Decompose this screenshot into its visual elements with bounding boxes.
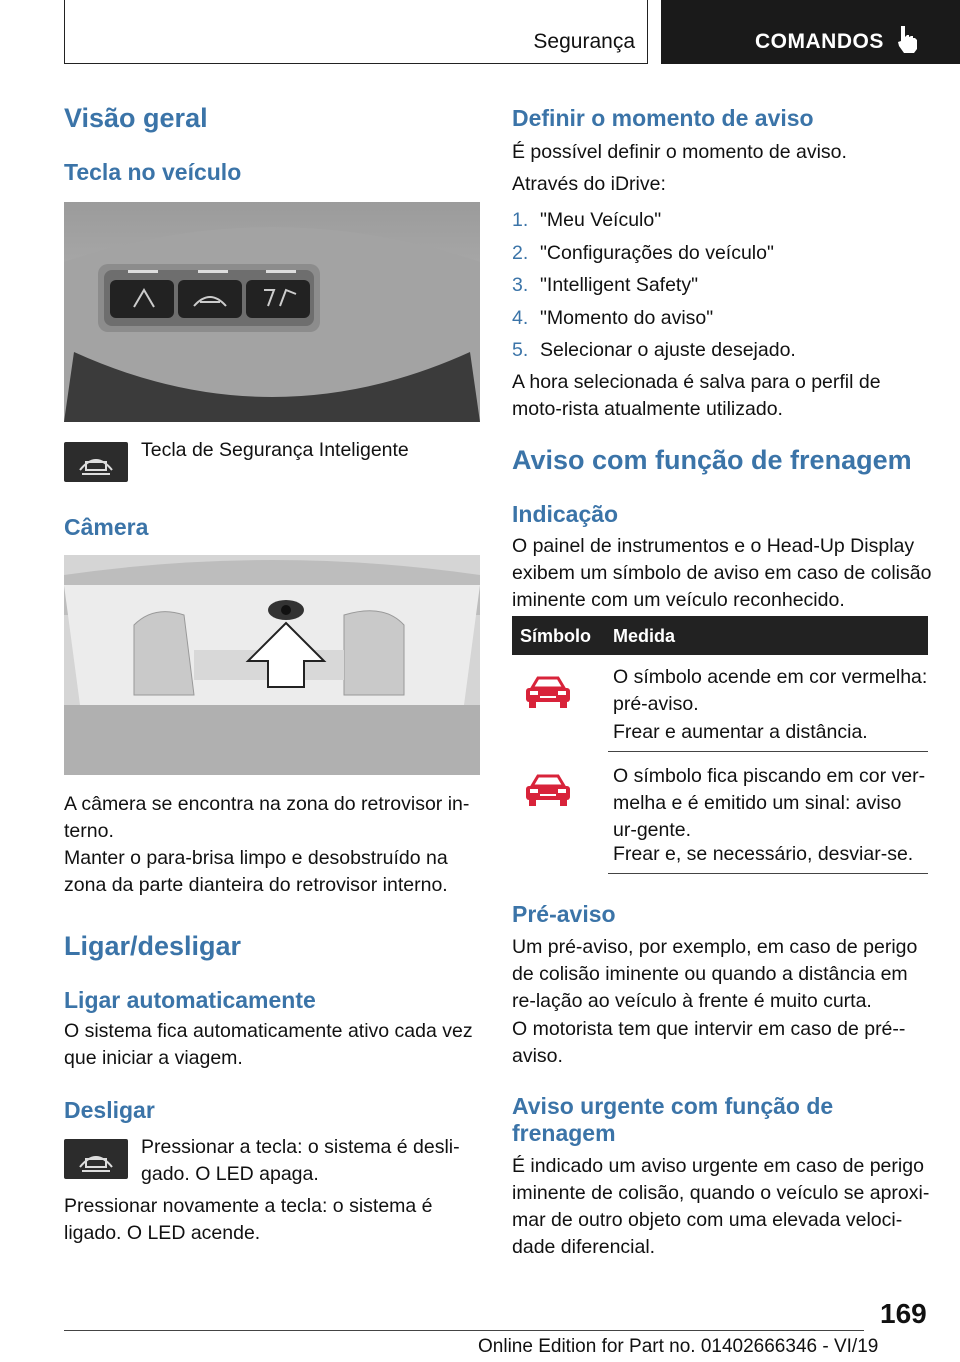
prewarning-paragraph-1: Um pré-aviso, por exemplo, em caso de perigo de colisão iminente ou quando a distância em re-lação ao veículo à frente é muito curta. bbox=[512, 936, 918, 1012]
step-number: 4. bbox=[512, 306, 529, 329]
button-panel-photo bbox=[64, 202, 480, 422]
heading-on-off: Ligar/desligar bbox=[64, 931, 242, 961]
heading-warning-time: Definir o momento de aviso bbox=[512, 105, 814, 131]
step-item bbox=[512, 337, 928, 370]
timing-paragraph-1: É possível definir o momento de aviso. bbox=[512, 141, 847, 163]
table-row-1-text-2: Frear e aumentar a distância. bbox=[613, 721, 868, 743]
camera-paragraph-2: Manter o para-brisa limpo e desobstruído na zona da parte dianteira do retrovisor interno. bbox=[64, 847, 448, 896]
step-item bbox=[512, 240, 928, 273]
hand-pointer-icon bbox=[895, 24, 921, 54]
heading-urgent-warning: Aviso urgente com função de frenagem bbox=[512, 1093, 834, 1146]
header-section-box bbox=[64, 0, 648, 64]
heading-button-in-vehicle: Tecla no veículo bbox=[64, 159, 242, 185]
header-section-title: Segurança bbox=[533, 30, 635, 53]
table-row-1-text-1: O símbolo acende em cor vermelha: pré-aviso. bbox=[613, 666, 928, 715]
table-row-2-text-2: Frear e, se necessário, desviar-se. bbox=[613, 843, 914, 865]
table-row-2-text-1: O símbolo fica piscando em cor ver-melha e é emitido um sinal: aviso ur-gente. bbox=[613, 765, 926, 841]
page-number: 169 bbox=[880, 1298, 927, 1329]
header-chapter-tab bbox=[661, 0, 960, 64]
step-text: "Intelligent Safety" bbox=[540, 274, 699, 296]
col-symbol-header: Símbolo bbox=[520, 626, 591, 646]
indication-paragraph: O painel de instrumentos e o Head-Up Display exibem um símbolo de aviso em caso de colisão iminente com um veículo reconhecido. bbox=[512, 535, 932, 611]
footer-divider bbox=[64, 1330, 864, 1331]
step-text: "Meu Veículo" bbox=[540, 209, 662, 231]
step-item bbox=[512, 207, 928, 240]
step-number: 5. bbox=[512, 339, 529, 361]
prewarning-paragraph-2: O motorista tem que intervir em caso de pré--aviso. bbox=[512, 1018, 906, 1067]
off-caption: Pressionar a tecla: o sistema é desli-gado. O LED apaga. bbox=[141, 1136, 460, 1185]
heading-overview: Visão geral bbox=[64, 103, 208, 133]
heading-auto-on: Ligar automaticamente bbox=[64, 987, 316, 1013]
table-row-divider bbox=[608, 873, 928, 874]
camera-photo bbox=[64, 555, 480, 775]
safety-button-caption: Tecla de Segurança Inteligente bbox=[141, 439, 409, 461]
step-text: "Configurações do veículo" bbox=[540, 241, 774, 264]
symbol-table-header bbox=[512, 616, 928, 655]
steps-list bbox=[512, 207, 928, 370]
safety-button-icon bbox=[64, 442, 128, 482]
camera-paragraph-1: A câmera se encontra na zona do retrovisor in-terno. bbox=[64, 793, 470, 842]
col-action-header: Medida bbox=[613, 626, 676, 646]
step-text: "Momento do aviso" bbox=[540, 306, 714, 329]
timing-paragraph-3: A hora selecionada é salva para o perfil de moto-rista atualmente utilizado. bbox=[512, 371, 881, 420]
car-warning-symbol-blinking-icon bbox=[524, 772, 572, 813]
step-number: 1. bbox=[512, 209, 529, 231]
heading-indication: Indicação bbox=[512, 501, 619, 527]
step-text: Selecionar o ajuste desejado. bbox=[540, 339, 796, 361]
footer-edition: Online Edition for Part no. 01402666346 - VI/19 bbox=[478, 1336, 879, 1357]
heading-camera: Câmera bbox=[64, 514, 149, 540]
heading-off: Desligar bbox=[64, 1097, 155, 1123]
step-number: 2. bbox=[512, 241, 529, 264]
urgent-paragraph: É indicado um aviso urgente em caso de perigo iminente de colisão, quando o veículo se aproxi-mar de outro objeto com uma elevada veloci-dade diferencial. bbox=[512, 1155, 930, 1258]
off-paragraph-2: Pressionar novamente a tecla: o sistema é ligado. O LED acende. bbox=[64, 1195, 433, 1244]
step-item bbox=[512, 272, 928, 305]
step-item bbox=[512, 305, 928, 338]
heading-prewarning: Pré-aviso bbox=[512, 901, 616, 927]
safety-button-icon-2 bbox=[64, 1139, 128, 1179]
timing-paragraph-2: Através do iDrive: bbox=[512, 173, 666, 195]
auto-on-paragraph: O sistema fica automaticamente ativo cada vez que iniciar a viagem. bbox=[64, 1020, 473, 1069]
table-row-divider bbox=[608, 751, 928, 752]
heading-brake-warning: Aviso com função de frenagem bbox=[512, 445, 912, 475]
car-warning-symbol-icon bbox=[524, 674, 572, 715]
header-chapter-label: COMANDOS bbox=[755, 30, 884, 53]
step-number: 3. bbox=[512, 274, 529, 296]
